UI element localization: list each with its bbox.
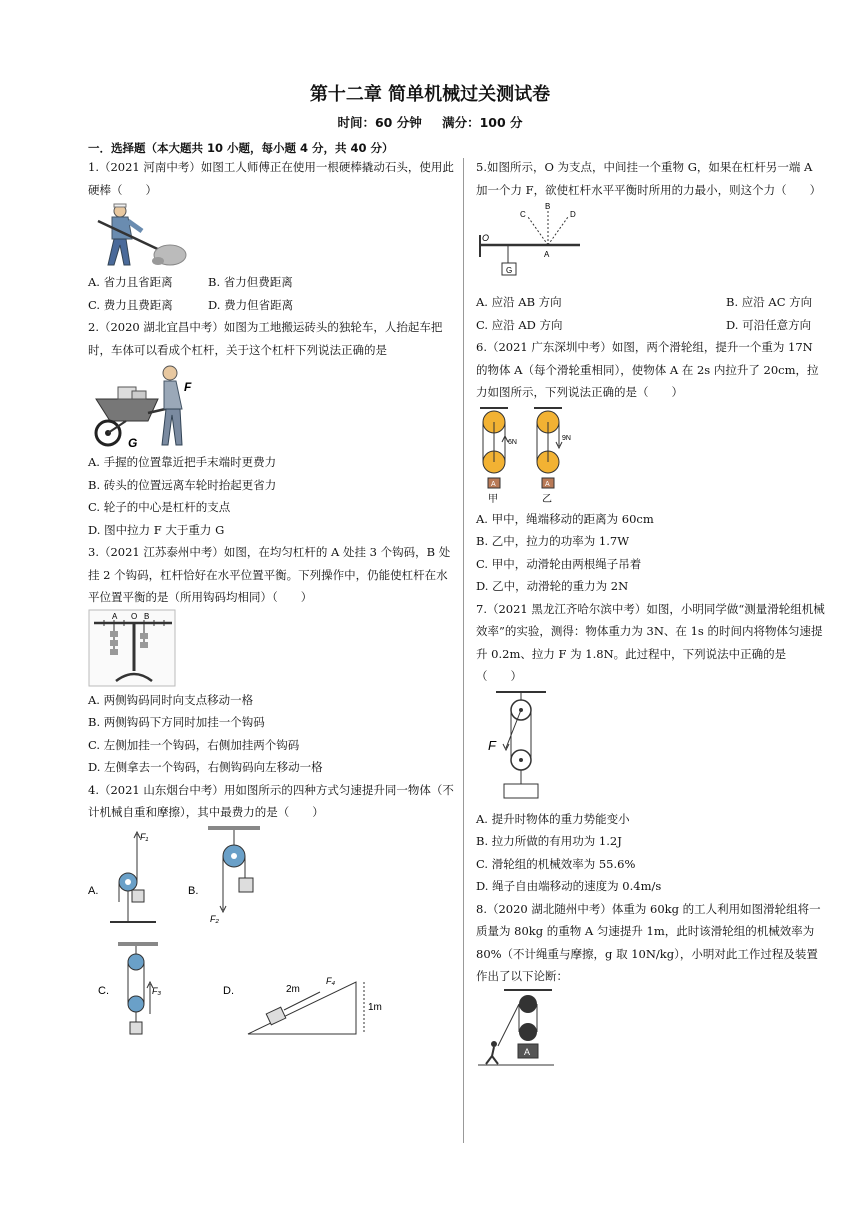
force-6n-label: 6N xyxy=(508,438,517,446)
force-f3-label: F₃ xyxy=(152,985,162,996)
force-f1-label: F₁ xyxy=(140,831,149,842)
question-1-option-c[interactable]: C. 费力且费距离 xyxy=(88,297,173,312)
question-1-options-row1 xyxy=(88,271,454,294)
system-yi-label: 乙 xyxy=(542,493,552,505)
question-7-option-b[interactable]: B. 拉力所做的有用功为 1.2J xyxy=(476,834,622,848)
question-6-option-d[interactable]: D. 乙中，动滑轮的重力为 2N xyxy=(476,579,629,593)
question-5-option-c[interactable]: C. 应沿 AD 方向 xyxy=(476,317,563,332)
question-5-options-row2 xyxy=(476,314,826,337)
weight-g-label: G xyxy=(506,266,513,275)
box-a-label: A xyxy=(524,1046,531,1057)
question-7 xyxy=(476,598,826,898)
box-a-label-1: A xyxy=(491,480,496,488)
left-column xyxy=(88,156,454,1054)
question-1 xyxy=(88,156,454,316)
question-3-option-d[interactable]: D. 左侧拿去一个钩码，右侧钩码向左移动一格 xyxy=(88,760,323,774)
box-a-label-2: A xyxy=(545,480,550,488)
option-c-label: C. xyxy=(98,984,109,997)
question-8 xyxy=(476,898,826,1068)
force-f4-label: F₄ xyxy=(326,975,336,986)
question-6-option-b[interactable]: B. 乙中，拉力的功率为 1.7W xyxy=(476,534,630,548)
gravity-g-label: G xyxy=(128,436,138,450)
question-3-stem: 3.（2021 江苏泰州中考）如图，在均匀杠杆的 A 处挂 3 个钩码，B 处挂 2 个钩码，杠杆恰好在水平位置平衡。下列操作中，仍能使杠杆在水平位置平衡的是（所用钩码均相同）（ ） xyxy=(88,545,451,604)
question-5-stem: 5.如图所示，O 为支点，中间挂一个重物 G，如果在杠杆另一端 A 加一个力 F，欲使杠杆水平平衡时所用的力最小，则这个力（ ） xyxy=(476,160,822,197)
wheelbarrow-figure xyxy=(88,361,198,451)
question-7-option-c[interactable]: C. 滑轮组的机械效率为 55.6% xyxy=(476,856,636,871)
question-7-option-a[interactable]: A. 提升时物体的重力势能变小 xyxy=(476,811,630,826)
question-1-options-row2 xyxy=(88,294,454,317)
question-5-option-a[interactable]: A. 应沿 AB 方向 xyxy=(476,295,562,309)
system-jia-label: 甲 xyxy=(488,493,498,505)
exam-info xyxy=(0,113,860,131)
question-3-option-b[interactable]: B. 两侧钩码下方同时加挂一个钩码 xyxy=(88,715,265,729)
point-b-label: B xyxy=(144,611,150,621)
question-1-option-a[interactable]: A. 省力且省距离 xyxy=(88,275,173,289)
time-limit: 时间：60 分钟 xyxy=(337,115,422,130)
direction-c-label: C xyxy=(520,210,526,219)
question-3 xyxy=(88,541,454,779)
point-a-label: A xyxy=(112,611,118,621)
direction-b-label: B xyxy=(545,202,551,211)
option-a-label: A. xyxy=(88,884,99,897)
question-5-options-row1 xyxy=(476,291,826,314)
option-b-label: B. xyxy=(188,884,199,897)
right-column xyxy=(476,156,826,1068)
pulley-efficiency-figure xyxy=(476,688,566,808)
question-6-option-c[interactable]: C. 甲中，动滑轮由两根绳子吊着 xyxy=(476,556,642,571)
question-2-option-a[interactable]: A. 手握的位置靠近把手末端时更费力 xyxy=(88,455,277,469)
section-heading: 一．选择题（本大题共 10 小题，每小题 4 分，共 40 分） xyxy=(88,141,394,155)
worker-crowbar-figure xyxy=(88,201,198,271)
force-f-label: F xyxy=(184,380,192,394)
question-2 xyxy=(88,316,454,541)
page-title: 第十二章 简单机械过关测试卷 xyxy=(309,84,551,105)
end-a-label: A xyxy=(544,250,550,259)
option-d-label: D. xyxy=(223,984,234,997)
question-2-option-b[interactable]: B. 砖头的位置远离车轮时抬起更省力 xyxy=(88,477,277,492)
fulcrum-o-label: O xyxy=(131,611,138,621)
lever-balance-figure xyxy=(88,609,178,689)
force-f-label: F xyxy=(488,737,496,753)
worker-pulley-figure xyxy=(476,988,556,1068)
force-9n-label: 9N xyxy=(562,434,571,442)
question-6-option-a[interactable]: A. 甲中，绳端移动的距离为 60cm xyxy=(476,511,654,526)
full-score: 满分：100 分 xyxy=(442,115,523,130)
question-7-option-d[interactable]: D. 绳子自由端移动的速度为 0.4m/s xyxy=(476,879,662,893)
incline-height-label: 1m xyxy=(368,1001,382,1013)
question-4-stem: 4.（2021 山东烟台中考）用如图所示的四种方式匀速提升同一物体（不计机械自重和摩擦），其中最费力的是（ ） xyxy=(88,782,454,819)
lever-force-direction-figure xyxy=(476,201,596,291)
question-1-option-d[interactable]: D. 费力但省距离 xyxy=(208,297,294,312)
question-1-option-b[interactable]: B. 省力但费距离 xyxy=(208,275,293,289)
question-6-stem: 6.（2021 广东深圳中考）如图，两个滑轮组，提升一个重为 17N 的物体 A（每个滑轮重相同），使物体 A 在 2s 内拉升了 20cm，拉力如图所示，下列说法正确的是（ ） xyxy=(476,340,819,399)
question-2-option-d[interactable]: D. 图中拉力 F 大于重力 G xyxy=(88,522,225,537)
question-7-stem: 7.（2021 黑龙江齐哈尔滨中考）如图，小明同学做“测量滑轮组机械效率”的实验，测得：物体重力为 3N、在 1s 的时间内将物体匀速提升 0.2m、拉力 F 为 1.8N。此过程中，下列说法中正确的是（ ） xyxy=(476,601,825,683)
incline-length-label: 2m xyxy=(286,983,300,995)
column-divider xyxy=(463,158,464,1143)
fulcrum-o-label: O xyxy=(482,233,490,243)
force-f2-label: F₂ xyxy=(210,913,219,924)
question-6 xyxy=(476,336,826,598)
question-4 xyxy=(88,779,454,1054)
question-5-option-b[interactable]: B. 应沿 AC 方向 xyxy=(726,295,813,309)
question-8-stem: 8.（2020 湖北随州中考）体重为 60kg 的工人利用如图滑轮组将一质量为 80kg 的重物 A 匀速提升 1m，此时该滑轮组的机械效率为 80%（不计绳重与摩擦，g 取 10N/kg），小明对此工作过程及装置作出了以下论断： xyxy=(476,901,821,983)
direction-d-label: D xyxy=(570,210,576,219)
question-1-stem: 1.（2021 河南中考）如图工人师傅正在使用一根硬棒撬动石头，使用此硬棒（ ） xyxy=(88,160,454,197)
question-5-option-d[interactable]: D. 可沿任意方向 xyxy=(726,317,812,332)
question-2-stem: 2.（2020 湖北宜昌中考）如图为工地搬运砖头的独轮车，人抬起车把时，车体可以看成个杠杆，关于这个杠杆下列说法正确的是 xyxy=(88,320,443,357)
question-3-option-a[interactable]: A. 两侧钩码同时向支点移动一格 xyxy=(88,692,254,707)
two-pulley-systems-figure xyxy=(476,404,596,508)
four-lifting-methods-figure xyxy=(88,824,388,1054)
question-3-option-c[interactable]: C. 左侧加挂一个钩码，右侧加挂两个钩码 xyxy=(88,737,300,752)
question-2-option-c[interactable]: C. 轮子的中心是杠杆的支点 xyxy=(88,500,231,514)
question-5 xyxy=(476,156,826,336)
